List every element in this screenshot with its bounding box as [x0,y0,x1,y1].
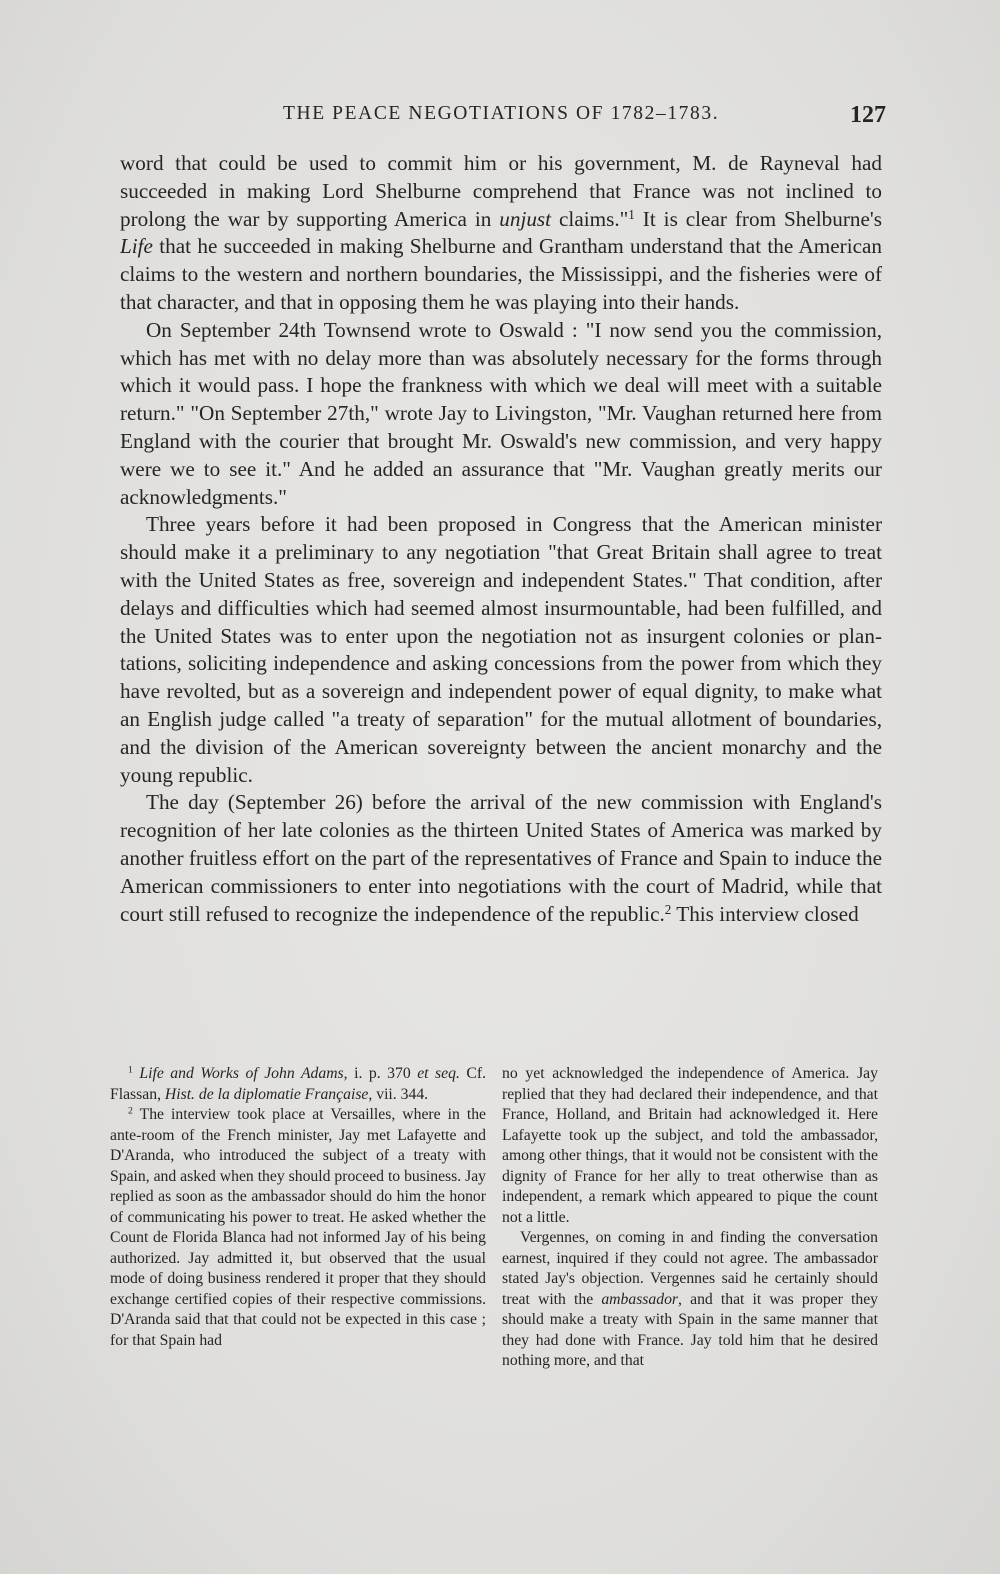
italic-text: Hist. de la diplomatie Française [164,1085,369,1103]
footnote-text-run: The interview took place at Versailles, where in the ante-room of the French minister, Jay met Lafayette and D'Aranda, who introduced the subject of a treaty with Spain, and asked when they should proceed to business. Jay replied as soon as the ambassador should do him the honor of communicating his power to treat. He asked whether the Count de Florida Blanca had not informed Jay of his being authorized. Jay admitted it, but observed that the usual mode of doing business rendered it proper that they should exchange certified copies of their respective commissions. D'Aranda said that that could not be expected in this case ; for that Spain had [110,1106,487,1349]
footnote-2-paragraph-2 [502,1228,878,1372]
body-text-run: The day (September 26) before the arrival of the new commission with England's recognition of her late colonies as the thirteen United States of America was marked by another fruitless effort on the part of the representatives of France and Spain to induce the American commissioners to enter into negotiations with the court of Madrid, while that court still refused to recognize the independence of the republic. [120,790,882,926]
footnote-text-run: Cf. Flassan, [110,1065,487,1103]
footnote-text-run: Vergennes, on coming in and finding the conversation earnest, inquired if they could not agree. The ambassador stated Jay's objection. Vergennes said he certainly should treat with the [502,1229,878,1308]
footnote-2 [110,1105,486,1351]
footnote-column-right [502,1064,878,1372]
italic-text: ambassador [601,1290,679,1308]
body-paragraph-2: On September 24th Townsend wrote to Oswald : "I now send you the commission, which has met with no delay more than was absolutely necessary for the forms through which it would pass. I hope the frankness with which we deal will meet with a suitable return." "On September 27th," wrote Jay to Livingston, "Mr. Vaughan returned here from England with the courier that brought Mr. Oswald's new commission, and very happy were we to see it." And he added an assurance that "Mr. Vaughan greatly merits our acknowledgments." [120,317,882,509]
body-paragraph-4 [120,789,882,928]
footnote-number: 2 [128,1105,133,1117]
footnote-1 [110,1064,486,1105]
italic-text: Life [120,234,153,259]
footnote-text-run: , vii. 344. [368,1085,429,1103]
footnote-column-left [110,1064,486,1372]
body-paragraph-1 [120,150,882,317]
body-text-run: word that could be used to commit him or his government, M. de Rayneval had succeeded in making Lord Shelburne comprehend that France was not inclined to prolong the war by supporting America in [120,151,882,231]
running-title: THE PEACE NEGOTIATIONS OF 1782–1783. [283,103,720,124]
body-paragraph-3: Three years before it had been proposed in Congress that the American minister should make it a preliminary to any negotiation "that Great Britain shall agree to treat with the United States as free, sovereign and independent States." That condition, after delays and difficulties which had seemed almost insurmountable, had been fulfilled, and the United States was to enter upon the negotiation not as insurgent colonies or plantations, soliciting independence and asking concessions from the power from which they have revolted, but as a sovereign and independent power of equal dignity, to make what an English judge called "a treaty of separation" for the mutual allotment of boundaries, and the division of the American sovereignty between the ancient monarchy and the young republic. [120,512,882,787]
page-number: 127 [850,102,886,128]
footnote-text-run: , i. p. 370 [343,1065,418,1082]
footnotes [110,1064,878,1372]
body-text-run: It is clear from Shelburne's [634,206,882,231]
footnote-number: 1 [128,1064,133,1076]
footnote-text-run: , and that it was proper they should make a treaty with Spain in the same manner that they had done with France. Jay told him that he desired nothing more, and that [502,1290,878,1369]
running-head [128,103,886,137]
body-text [120,150,882,928]
footnote-2-continued: no yet acknowledged the independence of America. Jay replied that they had declared their independence, and that France, Holland, and Britain had acknowledged it. Here Lafayette took up the subject, and told the ambassador, among other things, that it would not be consistent with the dignity of France for her ally to treat otherwise than as independent, a remark which appeared to pique the count not a little. [502,1065,878,1226]
body-text-run: claims." [551,206,629,231]
footnote-marker-2: 2 [664,901,672,917]
italic-text: Life and Works of John Adams [139,1065,344,1082]
italic-text: et seq. [417,1065,460,1082]
body-text-run: that he succeeded in making Shelburne and Grantham understand that the American claims to the western and northern boundaries, the Mississippi, and the fisheries were of that character, and that in opposing them he was playing into their hands. [120,234,882,314]
body-text-run: This interview closed [671,901,859,926]
footnote-marker-1: 1 [628,206,635,222]
italic-text: unjust [499,206,552,231]
